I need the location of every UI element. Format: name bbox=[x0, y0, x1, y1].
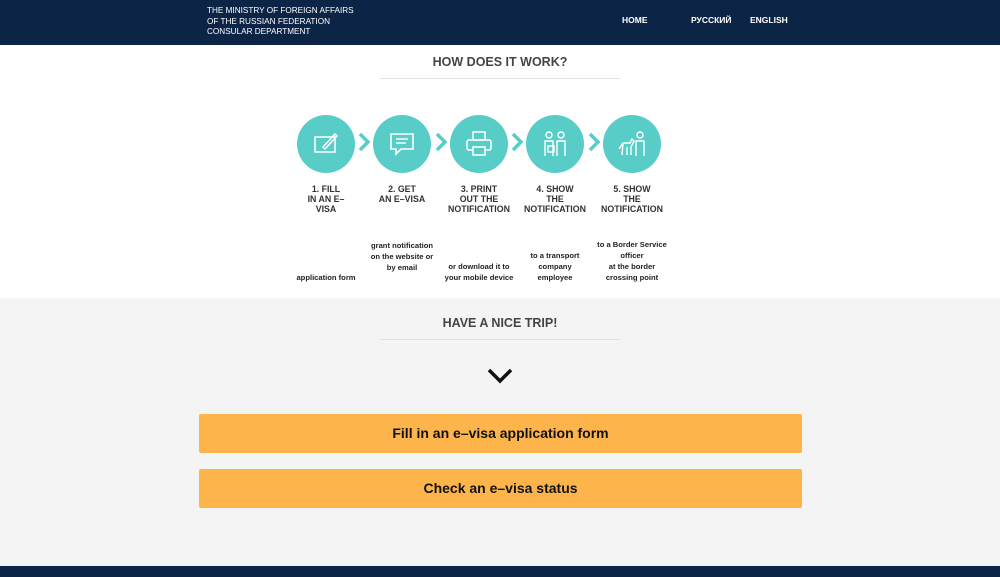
step-3-description: or download it to your mobile device bbox=[444, 262, 514, 282]
brand-line: CONSULAR DEPARTMENT bbox=[207, 27, 311, 37]
step-arrow-icon bbox=[357, 131, 371, 153]
step-3-title: 3. PRINT OUT THE NOTIFICATION bbox=[448, 184, 510, 215]
site-footer bbox=[0, 566, 1000, 577]
transport-employee-icon bbox=[540, 129, 570, 159]
step-2-title: 2. GET AN E–VISA bbox=[378, 184, 426, 205]
brand-line: OF THE RUSSIAN FEDERATION bbox=[207, 16, 330, 26]
nav-home-link[interactable]: HOME bbox=[622, 15, 648, 25]
message-icon bbox=[387, 129, 417, 159]
step-4-circle bbox=[526, 115, 584, 173]
step-1-description: application form bbox=[296, 273, 356, 282]
step-1-circle bbox=[297, 115, 355, 173]
nav-russian-link[interactable]: РУССКИЙ bbox=[691, 15, 732, 25]
fill-application-button[interactable]: Fill in an e–visa application form bbox=[199, 414, 802, 453]
step-5-description: to a Border Service officer at the border crossing point bbox=[597, 240, 667, 282]
brand-line: THE MINISTRY OF FOREIGN AFFAIRS bbox=[207, 6, 354, 15]
step-1-title: 1. FILL IN AN E– VISA bbox=[307, 184, 345, 215]
step-arrow-icon bbox=[434, 131, 448, 153]
nice-trip-title: HAVE A NICE TRIP! bbox=[442, 316, 558, 330]
check-status-button[interactable]: Check an e–visa status bbox=[199, 469, 802, 508]
chevron-down-icon[interactable] bbox=[486, 366, 514, 386]
step-3-circle bbox=[450, 115, 508, 173]
trip-divider bbox=[380, 339, 620, 340]
step-arrow-icon bbox=[587, 131, 601, 153]
printer-icon bbox=[464, 129, 494, 159]
step-5-circle bbox=[603, 115, 661, 173]
step-4-description: to a transport company employee bbox=[530, 251, 580, 282]
border-officer-icon bbox=[617, 129, 647, 159]
step-2-description: grant notification on the website or by email bbox=[370, 241, 434, 272]
step-4-title: 4. SHOW THE NOTIFICATION bbox=[524, 184, 586, 215]
pencil-form-icon bbox=[311, 129, 341, 159]
step-arrow-icon bbox=[510, 131, 524, 153]
step-5-title: 5. SHOW THE NOTIFICATION bbox=[601, 184, 663, 215]
nav-english-link[interactable]: ENGLISH bbox=[750, 15, 788, 25]
step-2-circle bbox=[373, 115, 431, 173]
brand-logo-text[interactable] bbox=[207, 6, 354, 38]
title-divider bbox=[380, 78, 620, 79]
how-it-works-title: HOW DOES IT WORK? bbox=[432, 55, 568, 69]
site-header bbox=[0, 0, 1000, 45]
